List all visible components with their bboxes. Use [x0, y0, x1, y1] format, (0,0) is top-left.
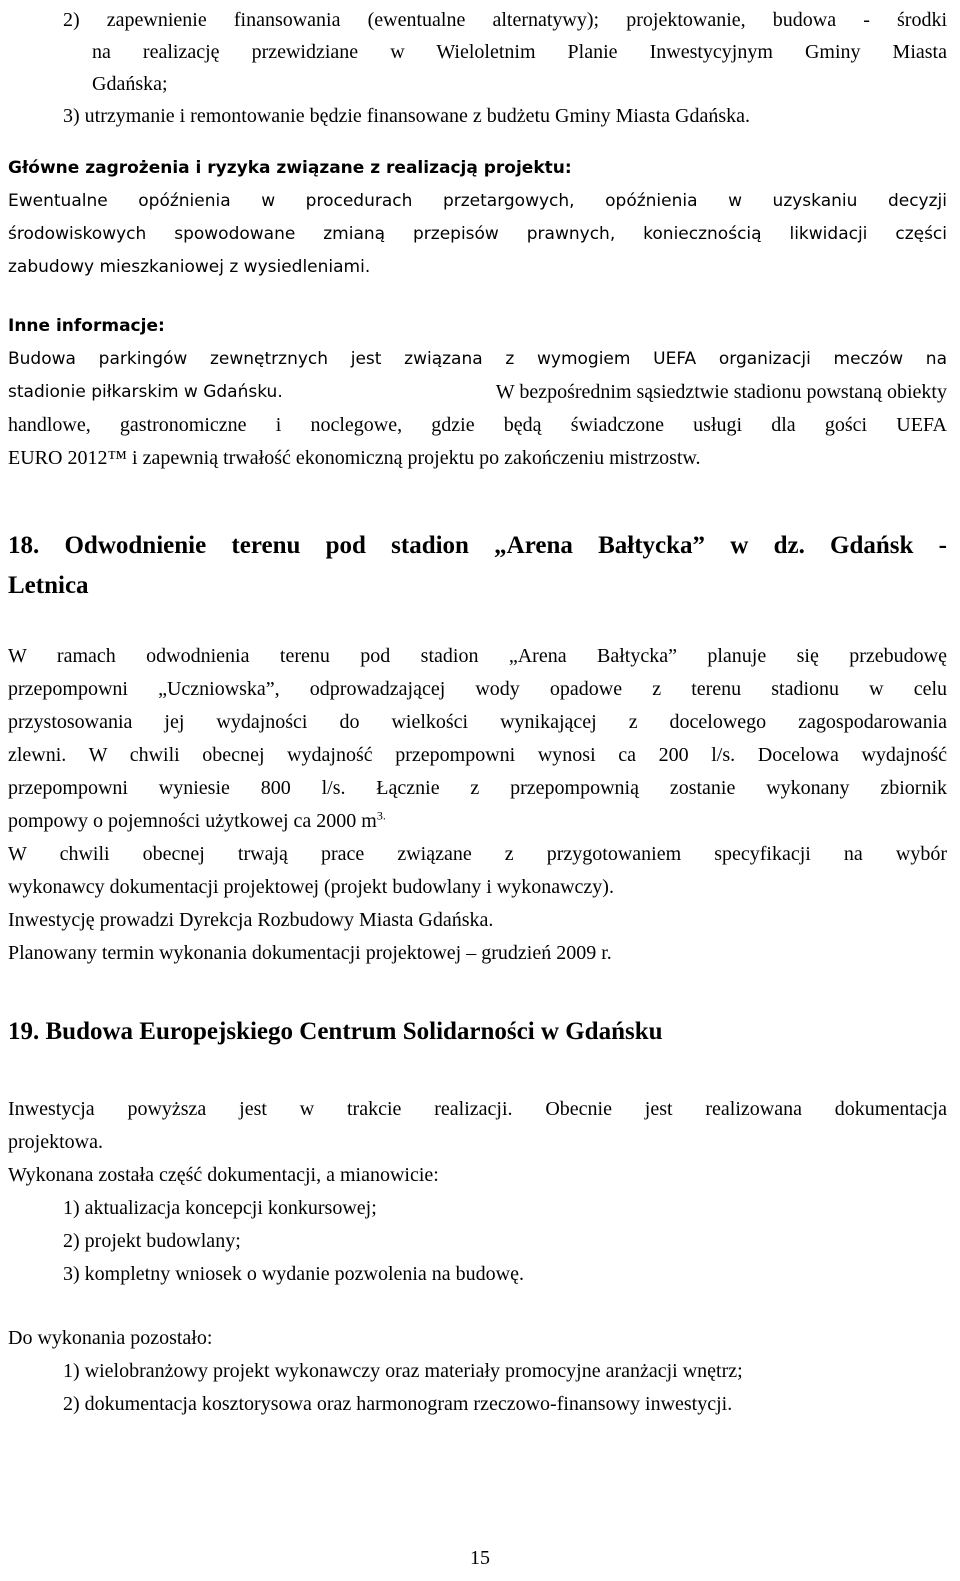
section-18-p2-line-1: W chwili obecnej trwają prace związane z przygotowaniem specyfikacji na wybór	[8, 843, 947, 865]
other-info-line-2a: stadionie piłkarskim w Gdańsku.	[8, 382, 283, 402]
other-info-heading: Inne informacje:	[8, 316, 165, 336]
section-18-title-line-2: Letnica	[8, 572, 89, 599]
list-item-2-line-2: na realizację przewidziane w Wieloletnim Planie Inwestycyjnym Gminy Miasta	[92, 41, 947, 63]
other-info-line-2b: W bezpośrednim sąsiedztwie stadionu powstaną obiekty	[495, 381, 947, 403]
section-18-p1-line-6	[8, 809, 386, 833]
section-19-title: 19. Budowa Europejskiego Centrum Solidarności w Gdańsku	[8, 1018, 663, 1045]
section-18-p3: Inwestycję prowadzi Dyrekcja Rozbudowy Miasta Gdańska.	[8, 909, 494, 931]
section-18-p1-line-6-text: pompowy o pojemności użytkowej ca 2000 m	[8, 810, 377, 832]
section-18-p2-line-2: wykonawcy dokumentacji projektowej (projekt budowlany i wykonawczy).	[8, 876, 614, 898]
section-18-p1-line-1: W ramach odwodnienia terenu pod stadion „Arena Bałtycka” planuje się przebudowę	[8, 645, 947, 667]
list-item-2-line-3: Gdańska;	[92, 73, 168, 95]
other-info-line-4: EURO 2012™ i zapewnią trwałość ekonomiczną projektu po zakończeniu mistrzostw.	[8, 447, 701, 469]
section-18-p1-line-5: przepompowni wyniesie 800 l/s. Łącznie z przepompownią zostanie wykonany zbiornik	[8, 777, 947, 799]
done-list-item: 3) kompletny wniosek o wydanie pozwolenia na budowę.	[63, 1263, 525, 1285]
section-19-p1-line-2: projektowa.	[8, 1131, 103, 1153]
other-info-line-3: handlowe, gastronomiczne i noclegowe, gdzie będą świadczone usługi dla gości UEFA	[8, 414, 947, 436]
risks-heading: Główne zagrożenia i ryzyka związane z realizacją projektu:	[8, 158, 572, 178]
todo-list-item: 2) dokumentacja kosztorysowa oraz harmonogram rzeczowo-finansowy inwestycji.	[63, 1393, 733, 1415]
section-18-p4: Planowany termin wykonania dokumentacji projektowej – grudzień 2009 r.	[8, 942, 612, 964]
cubic-superscript: 3.	[376, 808, 386, 823]
other-info-line-2	[8, 380, 947, 404]
risks-line-2: środowiskowych spowodowane zmianą przepisów prawnych, koniecznością likwidacji części	[8, 224, 947, 244]
section-18-title-line-1: 18. Odwodnienie terenu pod stadion „Arena Bałtycka” w dz. Gdańsk -	[8, 532, 947, 559]
section-19-p3: Do wykonania pozostało:	[8, 1327, 213, 1349]
section-18-p1-line-4: zlewni. W chwili obecnej wydajność przepompowni wynosi ca 200 l/s. Docelowa wydajność	[8, 744, 947, 766]
page-number: 15	[470, 1547, 490, 1569]
other-info-line-1: Budowa parkingów zewnętrznych jest związana z wymogiem UEFA organizacji meczów na	[8, 349, 947, 369]
done-list-item: 2) projekt budowlany;	[63, 1230, 241, 1252]
done-list-item: 1) aktualizacja koncepcji konkursowej;	[63, 1197, 377, 1219]
risks-line-3: zabudowy mieszkaniowej z wysiedleniami.	[8, 257, 371, 277]
list-item-2-line-1: 2) zapewnienie finansowania (ewentualne alternatywy); projektowanie, budowa - środki	[63, 9, 947, 31]
section-18-p1-line-3: przystosowania jej wydajności do wielkości wynikającej z docelowego zagospodarowania	[8, 711, 947, 733]
section-18-p1-line-2: przepompowni „Uczniowska”, odprowadzającej wody opadowe z terenu stadionu w celu	[8, 678, 947, 700]
section-19-p1-line-1: Inwestycja powyższa jest w trakcie realizacji. Obecnie jest realizowana dokumentacja	[8, 1098, 947, 1120]
list-item-3: 3) utrzymanie i remontowanie będzie finansowane z budżetu Gminy Miasta Gdańska.	[63, 105, 751, 127]
risks-line-1: Ewentualne opóźnienia w procedurach przetargowych, opóźnienia w uzyskaniu decyzji	[8, 191, 947, 211]
section-19-p2: Wykonana została część dokumentacji, a mianowicie:	[8, 1164, 439, 1186]
todo-list-item: 1) wielobranżowy projekt wykonawczy oraz materiały promocyjne aranżacji wnętrz;	[63, 1360, 743, 1382]
